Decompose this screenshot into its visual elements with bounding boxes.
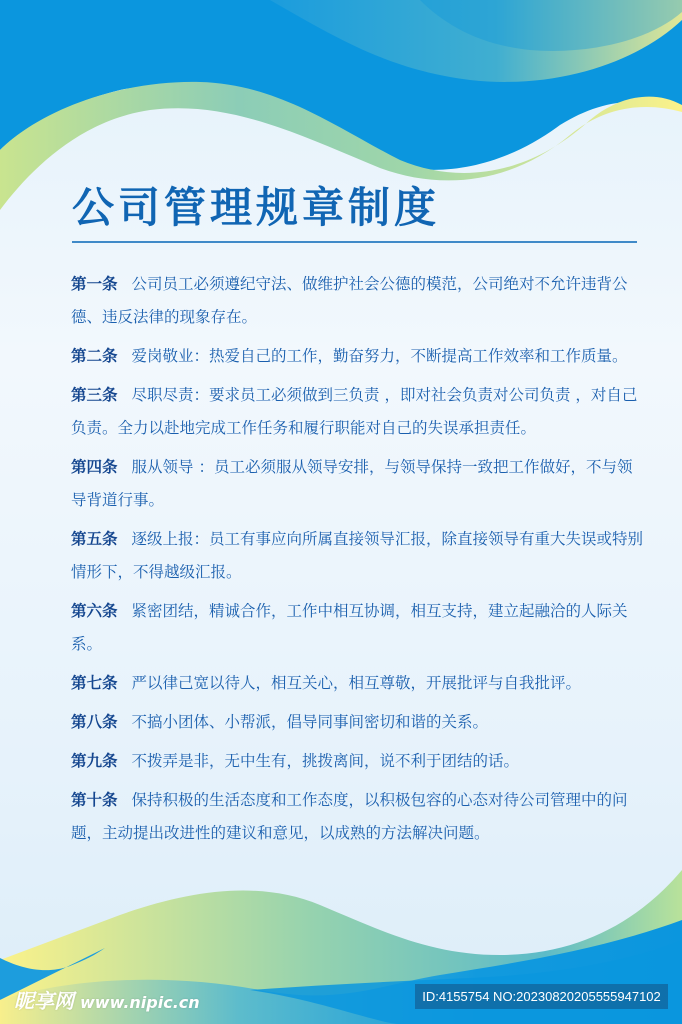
article-number: 第六条: [71, 602, 118, 620]
article-number: 第四条: [71, 458, 118, 476]
article-6: [71, 595, 647, 661]
article-8: [71, 706, 647, 739]
article-4: [71, 451, 647, 517]
article-text: 服从领导 ：员工必须服从领导安排，与领导保持一致把工作做好，不与领导背道行事。: [71, 458, 633, 509]
article-text: 保持积极的生活态度和工作态度，以积极包容的心态对待公司管理中的问题，主动提出改进性的建议和意见，以成熟的方法解决问题。: [71, 791, 628, 842]
article-number: 第七条: [71, 674, 118, 692]
image-id-badge: ID:4155754 NO:20230820205555947102: [415, 984, 668, 1009]
title-divider: [72, 241, 637, 243]
page-title: 公司管理规章制度: [72, 183, 441, 232]
article-text: 尽职尽责：要求员工必须做到三负责 ，即对社会负责对公司负责 ，对自己负责。全力以赴地完成工作任务和履行职能对自己的失误承担责任。: [71, 386, 638, 437]
article-number: 第二条: [71, 347, 118, 365]
article-number: 第十条: [71, 791, 118, 809]
article-text: 严以律己宽以待人，相互关心，相互尊敬，开展批评与自我批评。: [131, 674, 582, 692]
article-number: 第九条: [71, 752, 118, 770]
article-text: 紧密团结，精诚合作，工作中相互协调，相互支持，建立起融洽的人际关系。: [71, 602, 628, 653]
article-2: [71, 340, 647, 373]
watermark-logo: [14, 985, 200, 1014]
article-3: [71, 379, 647, 445]
article-text: 爱岗敬业：热爱自己的工作，勤奋努力，不断提高工作效率和工作质量。: [131, 347, 628, 365]
watermark-brand: 昵享网: [14, 989, 74, 1013]
article-text: 不搞小团体、小帮派，倡导同事间密切和谐的关系。: [131, 713, 489, 731]
watermark-site: www.nipic.cn: [80, 993, 200, 1012]
article-1: [71, 268, 647, 334]
article-10: [71, 784, 647, 850]
article-5: [71, 523, 647, 589]
article-list: [71, 268, 647, 856]
article-text: 逐级上报：员工有事应向所属直接领导汇报，除直接领导有重大失误或特别情形下，不得越级汇报。: [71, 530, 644, 581]
article-9: [71, 745, 647, 778]
article-7: [71, 667, 647, 700]
article-number: 第一条: [71, 275, 118, 293]
article-number: 第三条: [71, 386, 118, 404]
article-number: 第五条: [71, 530, 118, 548]
article-text: 不拨弄是非，无中生有，挑拨离间，说不利于团结的话。: [131, 752, 520, 770]
article-number: 第八条: [71, 713, 118, 731]
article-text: 公司员工必须遵纪守法、做维护社会公德的模范，公司绝对不允许违背公德、违反法律的现象存在。: [71, 275, 628, 326]
